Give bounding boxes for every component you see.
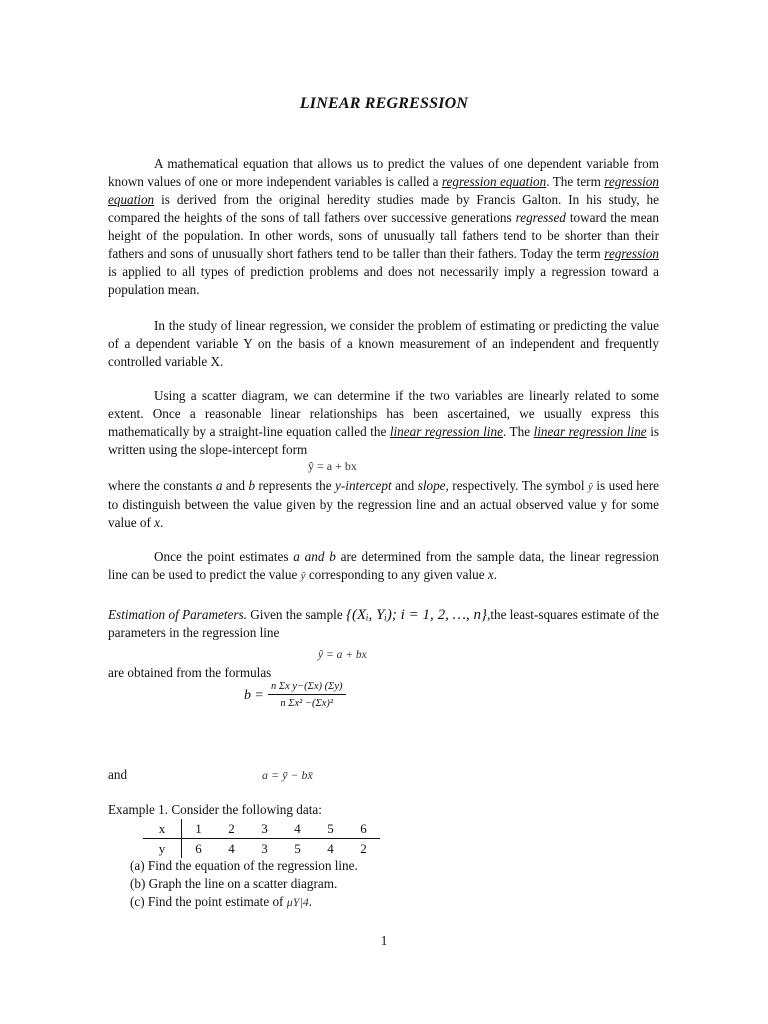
table-cell: 6 [347, 819, 380, 839]
text-span: Once the point estimates [154, 549, 294, 564]
text-span: A mathematical equation that allows us to predict the values of one dependent variable from known values of one or more independent variables is called a [108, 156, 659, 189]
text-span: . The term [546, 174, 605, 189]
term-linear-regression-line: linear regression line [533, 424, 647, 439]
text-span: Given the sample [246, 607, 347, 622]
symbol-mu-y-given-4: μY|4 [286, 895, 309, 909]
table-cell: 4 [281, 819, 314, 839]
text-span: . [160, 515, 164, 530]
text-span: a [215, 478, 223, 493]
text-span: a and b [293, 549, 336, 564]
term-linear-regression-line: linear regression line [389, 424, 503, 439]
formula-a: a = ȳ − bx̄ [262, 768, 313, 782]
text-span: x [487, 567, 494, 582]
text-span: toward the mean height of the population. In other words, sons of unusually tall fathers tend to be shorter than their fathers and sons of unusually short fathers tend to be taller than their fathers. Today the term [108, 210, 659, 261]
table-row-x [143, 819, 380, 839]
text-span: x [154, 515, 160, 530]
table-header-x: x [143, 819, 182, 839]
table-cell: 2 [360, 840, 367, 856]
text-span: In the study of linear regression, we consider the problem of estimating or predicting the value of a dependent variable Y on the basis of a known measurement of an independent and frequently controlled variable X. [108, 318, 659, 369]
paragraph-scatter [108, 387, 659, 459]
formula-b-lhs: b = [244, 687, 264, 703]
sample-set-notation: {(Xᵢ, Yᵢ); i = 1, 2, …, n} [346, 607, 488, 623]
text-span: and [222, 478, 249, 493]
paragraph-formulas-intro: are obtained from the formulas [108, 665, 272, 680]
table-cell: 2 [215, 819, 248, 839]
paragraph-point-estimates [108, 548, 659, 585]
paragraph-regression-intro [108, 155, 659, 299]
task-list [130, 857, 358, 911]
text-span: where the constants [108, 478, 216, 493]
data-table [143, 819, 380, 858]
text-span: is written using the slope-intercept form [108, 424, 660, 457]
and-label: and [108, 767, 128, 782]
text-span: . [308, 894, 313, 909]
list-item [130, 893, 358, 911]
text-span: (c) Find the point estimate of [130, 894, 287, 909]
text-span: corresponding to any given value [305, 567, 488, 582]
example-heading: Example 1. Consider the following data: [108, 802, 322, 817]
formula-b [244, 680, 346, 711]
equation-regression-line: ŷ = a + bx [318, 649, 367, 661]
text-span: represents the [255, 478, 336, 493]
table-cell: 5 [314, 819, 347, 839]
term-y-intercept: y-intercept [335, 478, 392, 493]
page-title: LINEAR REGRESSION [299, 95, 469, 112]
table-cell: 3 [261, 840, 268, 856]
table-cell: 6 [195, 840, 202, 856]
term-slope: slope, [417, 478, 449, 493]
text-span: respectively. The symbol [448, 478, 588, 493]
table-cell: 5 [294, 840, 301, 856]
term-regression: regression [604, 246, 659, 261]
formula-b-denominator: n Σx² −(Σx)² [280, 698, 334, 709]
equation-slope-intercept: ŷ = a + bx [308, 459, 357, 473]
paragraph-estimation [108, 606, 659, 642]
text-span: ,the least-squares estimate of the parameters in the regression line [108, 607, 659, 640]
heading-estimation-of-parameters: Estimation of Parameters. [108, 607, 247, 622]
text-span: is used here to distinguish between the value given by the regression line and an actual observed value y for some value of [108, 478, 659, 530]
table-cell: 3 [248, 819, 281, 839]
list-item: (a) Find the equation of the regression line. [130, 858, 358, 873]
table-header-y: y [143, 839, 182, 859]
symbol-y-hat: ŷ [300, 570, 306, 582]
table-cell: 4 [327, 840, 334, 856]
text-span: are determined from the sample data, the linear regression line can be used to predict the value [108, 549, 659, 582]
term-regression-equation: regression equation [108, 174, 659, 207]
list-item: (b) Graph the line on a scatter diagram. [130, 876, 338, 891]
formula-b-fraction [268, 680, 346, 711]
text-span: is applied to all types of prediction problems and does not necessarily imply a regression toward a population mean. [108, 264, 659, 297]
formula-b-numerator: n Σx y−(Σx) (Σy) [268, 680, 346, 695]
table-row-y [143, 839, 380, 859]
paragraph-study [108, 317, 659, 371]
text-span: . [493, 567, 498, 582]
text-span: b [248, 478, 256, 493]
term-regressed: regressed [515, 210, 566, 225]
table-cell: 4 [228, 840, 235, 856]
term-regression-equation: regression equation [441, 174, 547, 189]
text-span: Using a scatter diagram, we can determine if the two variables are linearly related to some extent. Once a reasonable linear relationships has been ascertained, we usually express this mathematically by a straight-line equation called the [108, 388, 659, 439]
page-number: 1 [380, 933, 388, 948]
text-span: . The [502, 424, 534, 439]
table-cell: 1 [182, 819, 216, 839]
symbol-y-hat: ŷ [588, 481, 593, 493]
paragraph-constants [108, 477, 659, 532]
text-span: and [391, 478, 418, 493]
text-span: is derived from the original heredity studies made by Francis Galton. In his study, he compared the heights of the sons of tall fathers over successive generations [108, 192, 659, 225]
